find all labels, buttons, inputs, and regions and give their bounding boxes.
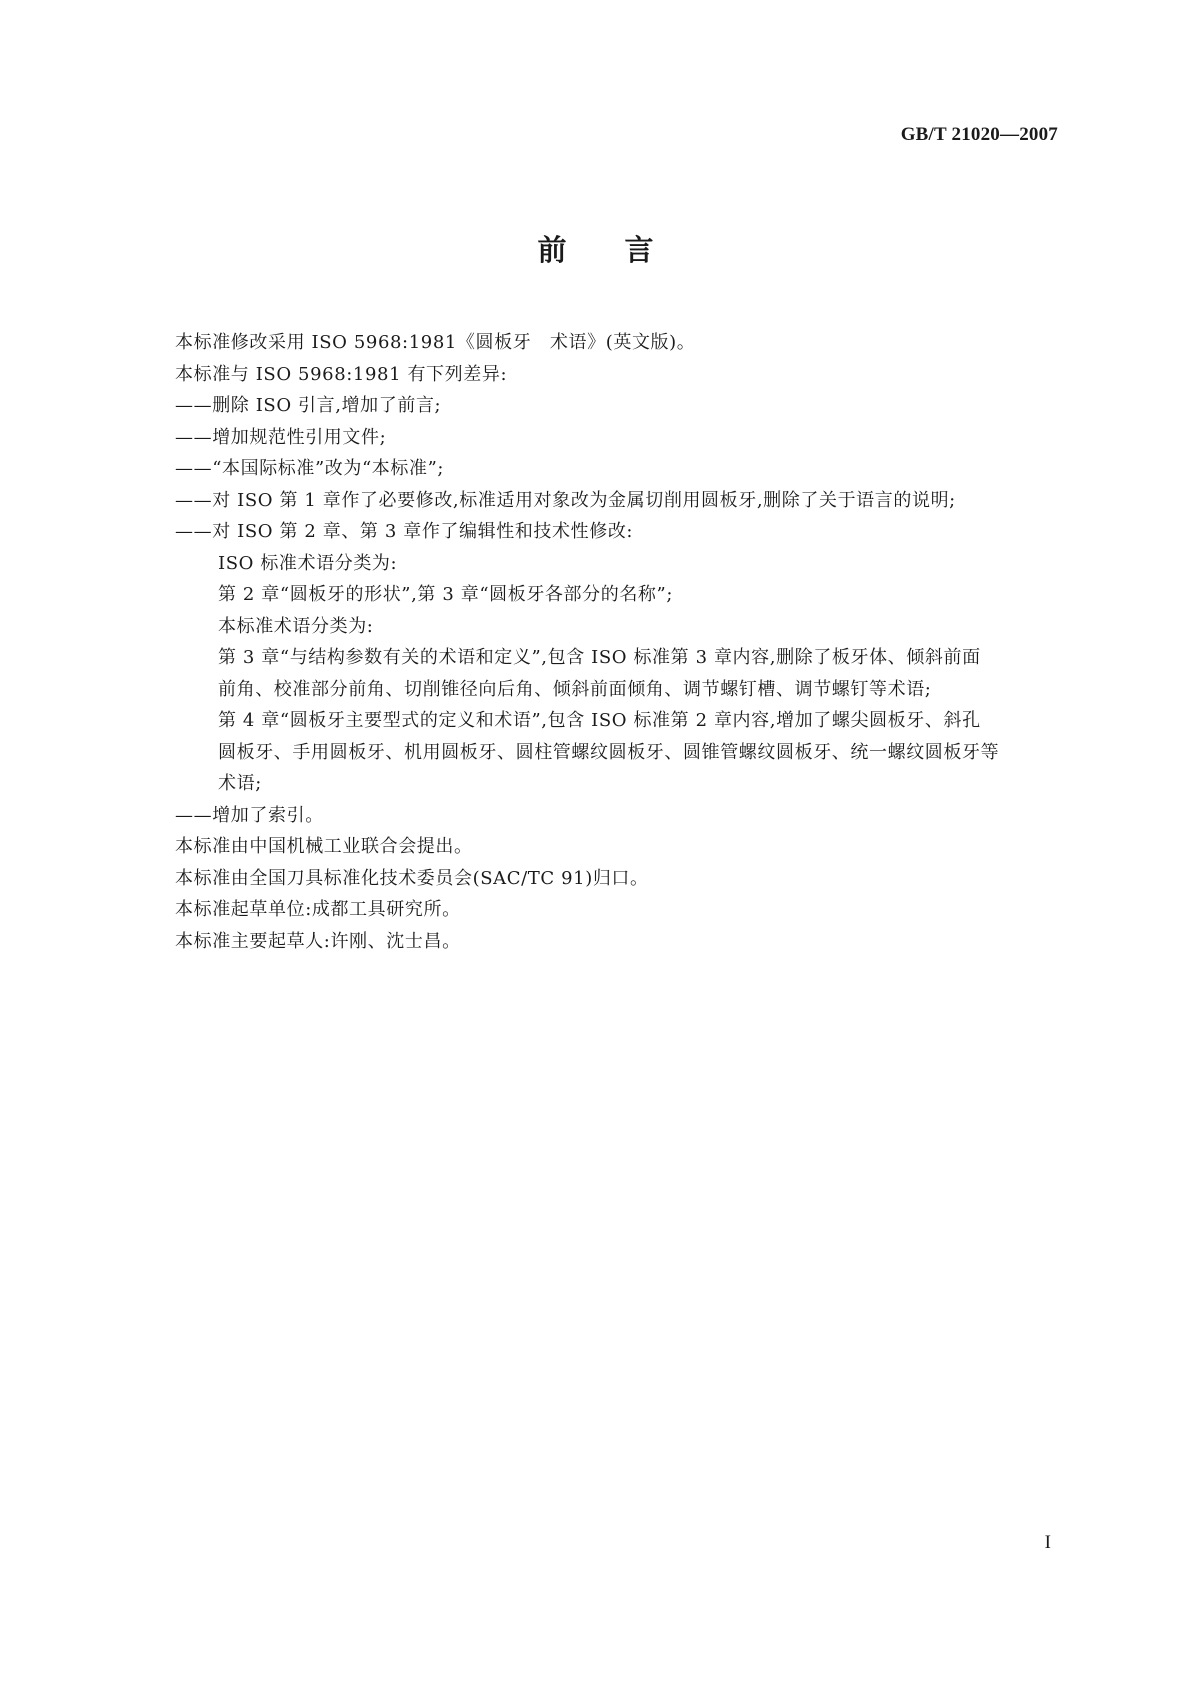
body-line: 本标准起草单位:成都工具研究所。 xyxy=(175,899,461,920)
body-line: 本标准由全国刀具标准化技术委员会(SAC/TC 91)归口。 xyxy=(175,867,649,889)
sub-item: 前角、校准部分前角、切削锥径向后角、倾斜前面倾角、调节螺钉槽、调节螺钉等术语; xyxy=(218,678,932,700)
sub-item: 第 2 章“圆板牙的形状”,第 3 章“圆板牙各部分的名称”; xyxy=(218,584,673,605)
standard-code: GB/T 21020—2007 xyxy=(900,124,1058,145)
sub-item: 术语; xyxy=(218,773,262,794)
page-number: I xyxy=(1044,1532,1051,1553)
sub-item: 第 3 章“与结构参数有关的术语和定义”,包含 ISO 标准第 3 章内容,删除了板牙体、倾斜前面 xyxy=(218,647,981,668)
list-item: ——对 ISO 第 1 章作了必要修改,标准适用对象改为金属切削用圆板牙,删除了关于语言的说明; xyxy=(175,489,956,511)
list-item: ——删除 ISO 引言,增加了前言; xyxy=(175,395,442,416)
sub-item: 本标准术语分类为: xyxy=(218,615,374,637)
page-title: 前言 xyxy=(537,233,712,267)
body-line: 本标准与 ISO 5968:1981 有下列差异: xyxy=(175,363,508,385)
sub-item: ISO 标准术语分类为: xyxy=(218,552,398,574)
list-item: ——增加了索引。 xyxy=(175,804,324,826)
body-line: 本标准由中国机械工业联合会提出。 xyxy=(175,836,473,857)
list-item: ——“本国际标准”改为“本标准”; xyxy=(175,458,445,479)
document-body xyxy=(175,327,1063,957)
sub-item: 圆板牙、手用圆板牙、机用圆板牙、圆柱管螺纹圆板牙、圆锥管螺纹圆板牙、统一螺纹圆板牙等 xyxy=(218,741,1000,763)
sub-item: 第 4 章“圆板牙主要型式的定义和术语”,包含 ISO 标准第 2 章内容,增加了螺尖圆板牙、斜孔 xyxy=(218,710,981,731)
body-line: 本标准修改采用 ISO 5968:1981《圆板牙 术语》(英文版)。 xyxy=(175,332,696,353)
list-item: ——对 ISO 第 2 章、第 3 章作了编辑性和技术性修改: xyxy=(175,521,634,542)
body-line: 本标准主要起草人:许刚、沈士昌。 xyxy=(175,930,461,952)
list-item: ——增加规范性引用文件; xyxy=(175,426,387,448)
